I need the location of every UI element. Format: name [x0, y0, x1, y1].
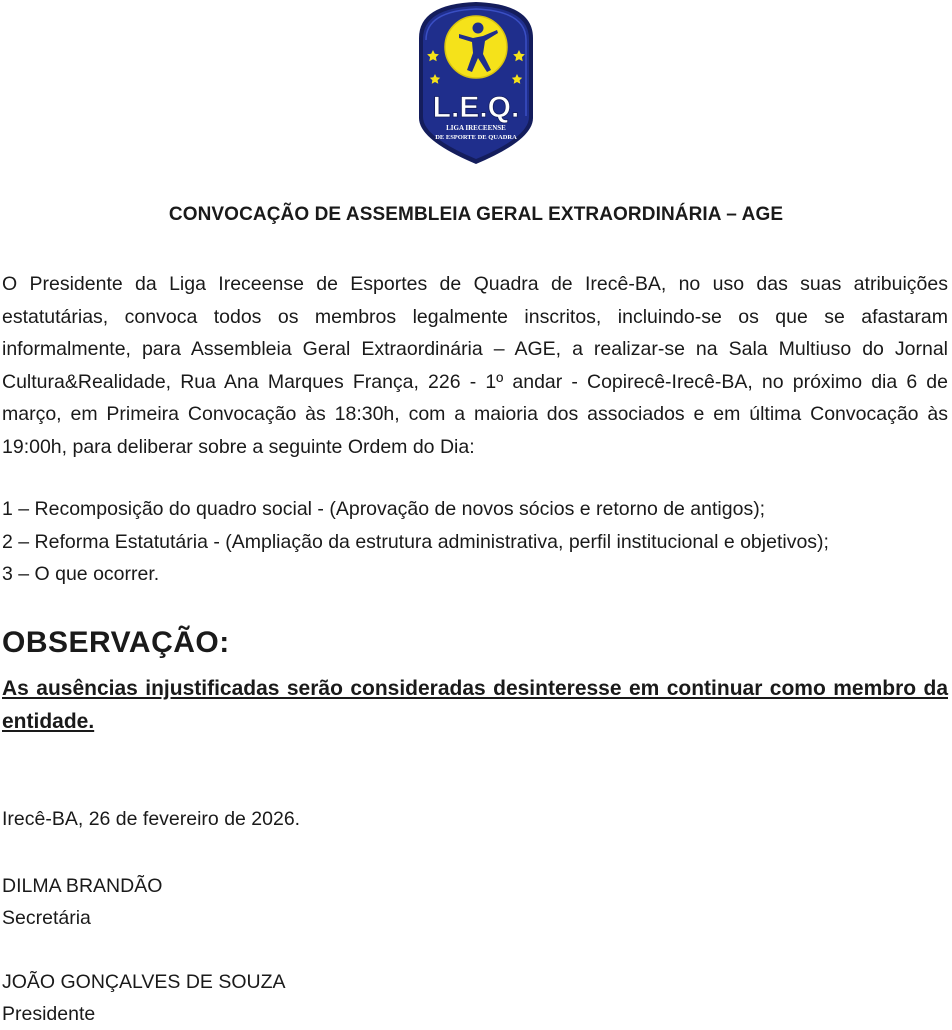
- observation-text: As ausências injustificadas serão consideradas desinteresse em continuar como membro da entidade.: [2, 677, 948, 733]
- place-and-date: Irecê-BA, 26 de fevereiro de 2026.: [2, 808, 301, 830]
- agenda-item: 1 – Recomposição do quadro social - (Aprovação de novos sócios e retorno de antigos);: [2, 498, 766, 520]
- observation-heading: OBSERVAÇÃO:: [2, 626, 230, 659]
- logo-tagline-line-2: DE ESPORTE DE QUADRA: [435, 134, 517, 141]
- signatory-name: JOÃO GONÇALVES DE SOUZA: [2, 971, 286, 993]
- signatory-president: [2, 966, 286, 1030]
- convocation-paragraph: O Presidente da Liga Ireceense de Esportes de Quadra de Irecê-BA, no uso das suas atribuições estatutárias, convoca todos os membros legalmente inscritos, incluindo-se os que se afastaram informalmente, para Assembleia Geral Extraordinária – AGE, a realizar-se na Sala Multiuso do Jornal Cultura&Realidade, Rua Ana Marques França, 226 - 1º andar - Copirecê-Irecê-BA, no próximo dia 6 de março, em Primeira Convocação às 18:30h, com a maioria dos associados e em última Convocação às 19:00h, para deliberar sobre a seguinte Ordem do Dia:: [2, 273, 948, 458]
- agenda-item: 3 – O que ocorrer.: [2, 563, 160, 586]
- signatory-role: Presidente: [2, 1003, 96, 1025]
- leq-logo: [415, 0, 537, 165]
- agenda-list: [2, 493, 948, 591]
- leq-shield-emblem: [415, 0, 537, 165]
- signatory-secretary: [2, 870, 162, 934]
- document-title: CONVOCAÇÃO DE ASSEMBLEIA GERAL EXTRAORDINÁRIA – AGE: [168, 204, 784, 225]
- agenda-item: 2 – Reforma Estatutária - (Ampliação da estrutura administrativa, perfil institucional e objetivos);: [2, 530, 829, 553]
- logo-wordmark: L.E.Q.: [432, 91, 520, 124]
- signatory-name: DILMA BRANDÃO: [2, 875, 163, 897]
- signatory-role: Secretária: [2, 907, 91, 929]
- logo-tagline-line-1: LIGA IRECEENSE: [446, 124, 506, 132]
